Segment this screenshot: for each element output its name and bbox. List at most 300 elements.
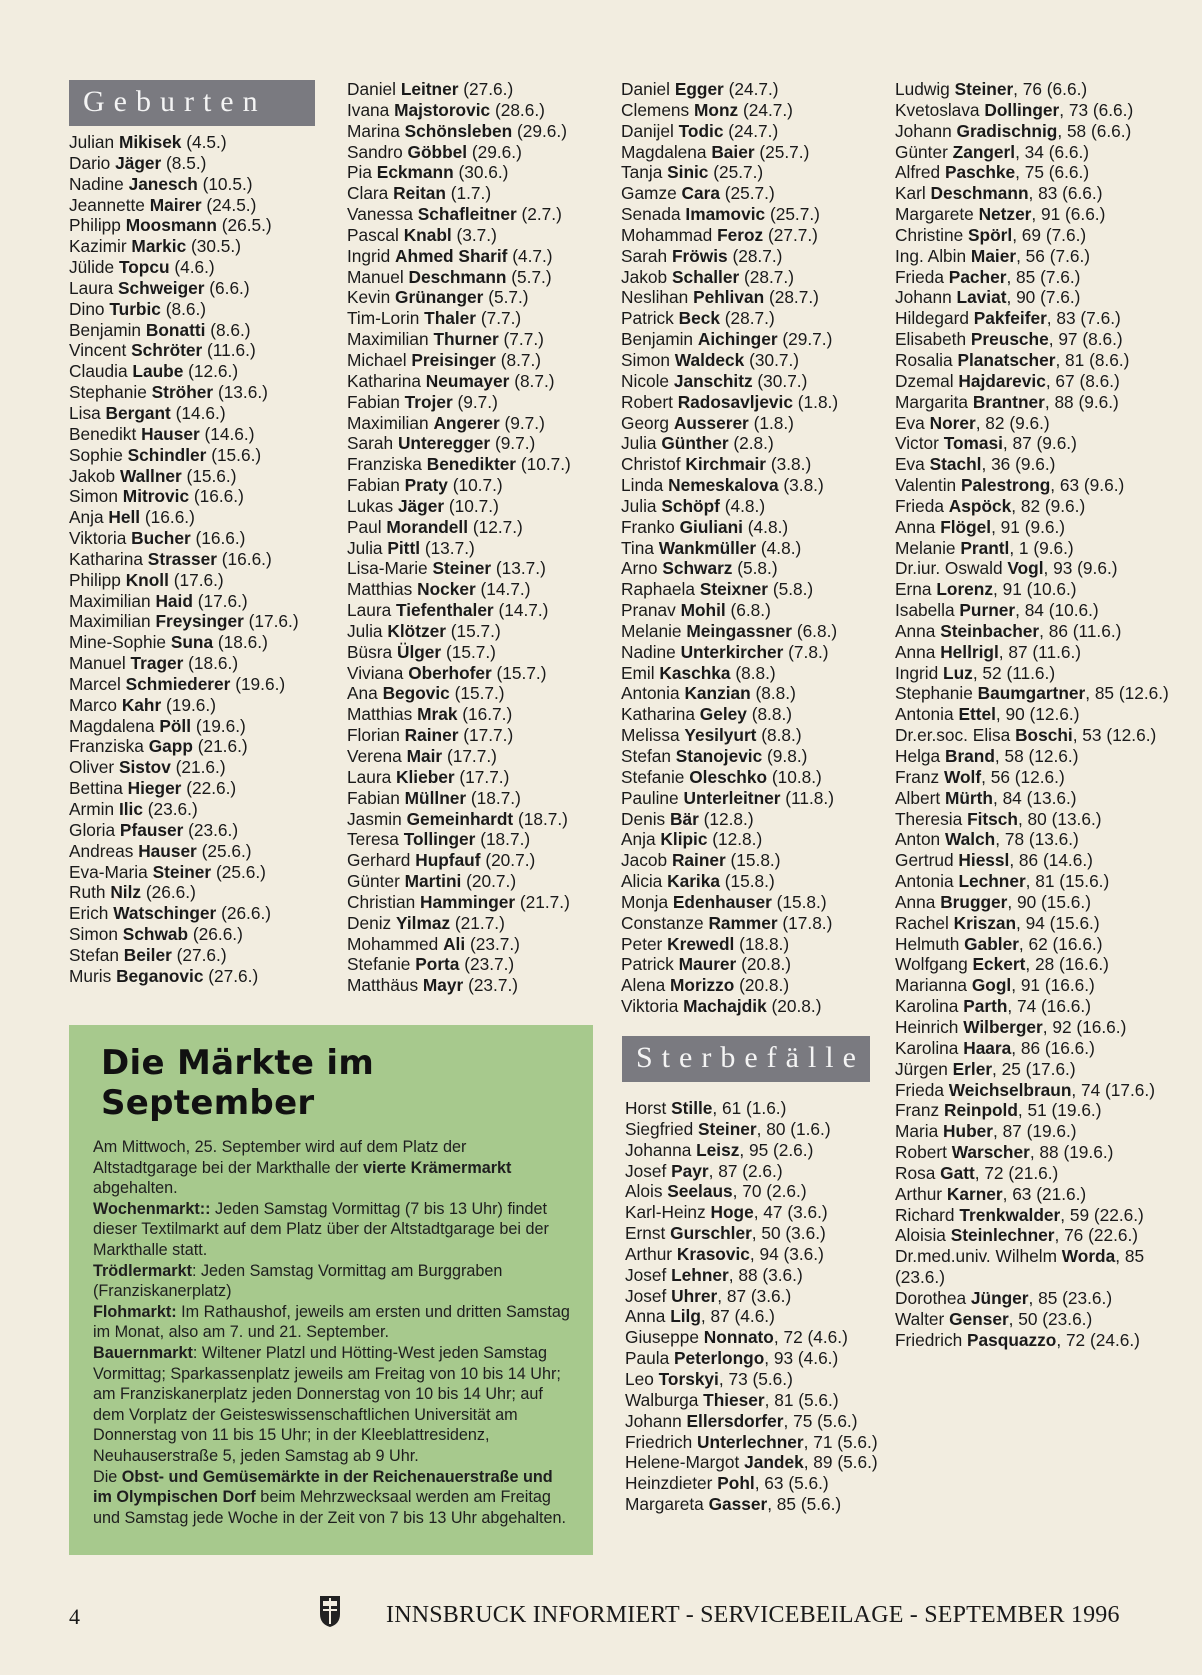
list-entry <box>625 1098 891 1119</box>
list-entry <box>347 413 607 434</box>
entry-detail: (4.7.) <box>512 245 553 266</box>
last-name: Ettel <box>958 704 996 725</box>
last-name: Morandell <box>386 516 469 537</box>
list-entry <box>895 1142 1170 1163</box>
first-name: Dr.iur. Oswald <box>895 558 1003 579</box>
list-entry <box>895 267 1170 288</box>
entry-detail: , 52 (11.6.) <box>972 662 1056 683</box>
entry-detail: (18.6.) <box>217 632 268 653</box>
entry-detail: (14.6.) <box>204 423 255 444</box>
first-name: Stefan <box>69 944 119 965</box>
first-name: Florian <box>347 725 400 746</box>
list-entry <box>621 683 886 704</box>
entry-detail: (25.6.) <box>201 840 252 861</box>
list-entry <box>625 1119 891 1140</box>
entry-detail: (28.6.) <box>494 99 545 120</box>
last-name: Baier <box>711 141 755 162</box>
first-name: Fabian <box>347 475 400 496</box>
entry-detail: (25.6.) <box>215 861 266 882</box>
list-entry <box>347 79 607 100</box>
first-name: Maximilian <box>69 611 151 632</box>
last-name: Walch <box>944 829 996 850</box>
list-entry <box>621 975 886 996</box>
entry-detail: (8.8.) <box>735 662 776 683</box>
last-name: Grünanger <box>395 287 484 308</box>
last-name: Stille <box>671 1098 713 1118</box>
first-name: Deniz <box>347 912 392 933</box>
first-name: Ivana <box>347 99 390 120</box>
first-name: Stephanie <box>69 382 147 403</box>
last-name: Maurer <box>678 954 737 975</box>
entry-detail: (26.6.) <box>221 903 272 924</box>
entry-detail: , 63 (21.6.) <box>1002 1183 1087 1204</box>
entry-detail: , 88 (19.6.) <box>1029 1142 1114 1163</box>
entry-detail: , 87 (3.6.) <box>717 1285 792 1306</box>
entry-detail: , 67 (8.6.) <box>1045 370 1120 391</box>
list-entry <box>347 954 607 975</box>
entry-detail: (9.7.) <box>457 391 498 412</box>
last-name: Göbbel <box>407 141 468 162</box>
list-entry <box>69 591 324 612</box>
entry-detail: (21.7.) <box>519 891 570 912</box>
entry-detail: (5.7.) <box>511 266 552 287</box>
first-name: Julian <box>69 132 115 152</box>
first-name: Tanja <box>621 162 663 183</box>
first-name: Johann <box>895 287 952 308</box>
market-bold: Trödlermarkt <box>93 1261 192 1280</box>
last-name: Strasser <box>147 548 217 569</box>
last-name: Schaller <box>671 266 740 287</box>
entry-detail: (16.6.) <box>144 507 195 528</box>
list-entry <box>69 132 324 153</box>
entry-detail: , 85 (23.6.) <box>1028 1287 1113 1308</box>
market-bold: vierte Krämermarkt <box>362 1158 512 1177</box>
list-entry <box>895 934 1170 955</box>
last-name: Begovic <box>382 683 450 704</box>
list-entry <box>69 361 324 382</box>
list-entry <box>621 413 886 434</box>
entry-detail: , 85 (12.6.) <box>1085 683 1169 704</box>
first-name: Franz <box>895 766 940 787</box>
list-entry <box>895 1184 1170 1205</box>
last-name: Stanojevic <box>675 746 763 766</box>
first-name: Isabella <box>895 600 955 621</box>
list-entry <box>895 996 1170 1017</box>
entry-detail: (11.8.) <box>785 787 834 808</box>
last-name: Fitsch <box>967 808 1018 829</box>
list-entry <box>621 579 886 600</box>
entry-detail: (1.8.) <box>753 412 794 433</box>
entry-detail: , 53 (12.6.) <box>1072 725 1157 746</box>
last-name: Praty <box>404 475 448 496</box>
entry-detail: (24.7.) <box>728 79 779 99</box>
list-entry <box>621 392 886 413</box>
first-name: Helene-Margot <box>625 1452 740 1473</box>
first-name: Aloisia <box>895 1225 946 1246</box>
list-entry <box>621 79 886 100</box>
first-name: Jakob <box>621 266 668 287</box>
list-entry <box>621 267 886 288</box>
entry-detail: , 97 (8.6.) <box>1048 329 1123 350</box>
entry-detail: (30.5.) <box>191 236 241 257</box>
entry-detail: (23.7.) <box>464 954 515 975</box>
first-name: Julia <box>347 537 383 558</box>
list-entry <box>625 1181 891 1202</box>
last-name: Aspöck <box>948 495 1012 516</box>
entry-detail: , 71 (5.6.) <box>803 1431 878 1452</box>
entry-detail: , 50 (23.6.) <box>1008 1308 1093 1329</box>
last-name: Seelaus <box>667 1181 733 1202</box>
entry-detail: (15.6.) <box>211 444 262 465</box>
last-name: Freysinger <box>155 611 244 632</box>
last-name: Bär <box>670 808 699 829</box>
entry-detail: (8.6.) <box>210 319 251 340</box>
list-entry <box>895 642 1170 663</box>
list-entry <box>621 767 886 788</box>
list-entry <box>621 725 886 746</box>
first-name: Nicole <box>621 370 670 391</box>
first-name: Rosalia <box>895 349 953 370</box>
last-name: Sistov <box>118 757 171 778</box>
entry-detail: , 86 (11.6.) <box>1039 620 1122 641</box>
last-name: Hauser <box>141 423 200 444</box>
entry-detail: (19.6.) <box>235 673 286 694</box>
list-entry <box>69 611 324 632</box>
list-entry <box>895 413 1170 434</box>
entry-detail: (21.6.) <box>175 757 226 778</box>
market-paragraph-flohmarkt <box>93 1302 571 1343</box>
list-entry <box>69 195 324 216</box>
last-name: Ellersdorfer <box>686 1410 784 1431</box>
last-name: Hiessl <box>958 850 1010 871</box>
first-name: Pranav <box>621 600 676 621</box>
entry-detail: , 87 (19.6.) <box>992 1121 1077 1142</box>
entry-detail: , 76 (22.6.) <box>1054 1225 1139 1246</box>
first-name: Kazimir <box>69 236 127 257</box>
last-name: Hellrigl <box>940 641 999 662</box>
list-entry <box>895 246 1170 267</box>
entry-detail: (5.8.) <box>772 579 814 600</box>
entry-detail: , 88 (9.6.) <box>1044 391 1119 412</box>
entry-detail: (28.7.) <box>744 266 794 287</box>
entry-detail: (26.6.) <box>192 924 243 945</box>
deaths-section <box>621 1036 891 1515</box>
entry-detail: (4.8.) <box>747 516 789 537</box>
last-name: Yesilyurt <box>684 725 757 746</box>
first-name: Pia <box>347 162 372 183</box>
list-entry <box>621 788 886 809</box>
entry-detail: , 86 (14.6.) <box>1009 850 1093 871</box>
first-name: Lisa-Marie <box>347 558 428 579</box>
list-entry <box>895 1330 1170 1351</box>
first-name: Horst <box>625 1098 667 1118</box>
entry-detail: (30.7.) <box>749 349 800 370</box>
list-entry <box>895 329 1170 350</box>
entry-detail: , 90 (12.6.) <box>995 704 1080 725</box>
entry-detail: , 81 (15.6.) <box>1025 871 1110 892</box>
list-entry <box>621 454 886 475</box>
list-entry <box>347 579 607 600</box>
entry-detail: (17.7.) <box>463 725 514 746</box>
first-name: Victor <box>895 433 939 454</box>
entry-detail: (17.6.) <box>173 569 224 590</box>
entry-detail: (30.7.) <box>757 370 808 391</box>
first-name: Helmuth <box>895 933 960 954</box>
last-name: Deschmann <box>408 266 507 287</box>
last-name: Nemeskalova <box>668 475 779 496</box>
entry-detail: , 94 (3.6.) <box>749 1243 824 1264</box>
first-name: Richard <box>895 1204 955 1225</box>
list-entry <box>347 225 607 246</box>
list-entry <box>625 1473 891 1494</box>
list-entry <box>895 308 1170 329</box>
list-entry <box>895 871 1170 892</box>
first-name: Clara <box>347 183 389 204</box>
entry-detail: (15.6.) <box>186 465 237 486</box>
first-name: Antonia <box>621 683 680 704</box>
first-name: Günter <box>895 141 948 162</box>
first-name: Johanna <box>625 1139 692 1160</box>
last-name: Todic <box>678 120 724 141</box>
last-name: Geley <box>699 704 747 725</box>
list-entry <box>69 736 324 757</box>
entry-detail: , 93 (9.6.) <box>1043 558 1118 579</box>
first-name: Paul <box>347 516 382 537</box>
entry-detail: , 62 (16.6.) <box>1018 933 1103 954</box>
entry-detail: (18.7.) <box>517 808 568 829</box>
first-name: Stefanie <box>347 954 411 975</box>
first-name: Arno <box>621 558 658 579</box>
market-title: Die Märkte im September <box>101 1043 375 1123</box>
entry-detail: (27.6.) <box>176 944 227 965</box>
entry-detail: , 83 (6.6.) <box>1028 183 1103 204</box>
list-entry <box>625 1327 891 1348</box>
first-name: Margarita <box>895 391 968 412</box>
market-bold: Flohmarkt: <box>93 1302 177 1321</box>
first-name: Friedrich <box>625 1431 693 1452</box>
last-name: Janschitz <box>673 370 753 391</box>
list-entry <box>69 486 324 507</box>
publication-title: INNSBRUCK INFORMIERT - SERVICEBEILAGE - SEPTEMBER 1996 <box>386 1602 1120 1628</box>
list-entry <box>69 445 324 466</box>
entry-detail: (15.8.) <box>724 871 775 892</box>
list-entry <box>69 236 324 257</box>
entry-detail: (20.7.) <box>485 850 536 871</box>
entry-detail: , 93 (4.6.) <box>764 1348 839 1369</box>
last-name: Tollinger <box>403 829 476 850</box>
last-name: Hajdarevic <box>958 370 1046 391</box>
list-entry <box>347 287 607 308</box>
entry-detail: , 61 (1.6.) <box>712 1098 787 1118</box>
first-name: Sophie <box>69 444 123 465</box>
list-entry <box>347 496 607 517</box>
births-list-2 <box>347 79 607 996</box>
entry-detail: , 87 (4.6.) <box>700 1306 775 1327</box>
first-name: Vincent <box>69 340 127 361</box>
first-name: Manuel <box>347 266 404 287</box>
entry-detail: (24.7.) <box>742 99 793 120</box>
first-name: Gamze <box>621 183 677 204</box>
list-entry <box>69 757 324 778</box>
list-entry <box>895 1288 1170 1309</box>
entry-detail: (23.7.) <box>469 933 520 954</box>
list-entry <box>69 966 324 987</box>
list-entry <box>895 558 1170 579</box>
first-name: Anna <box>895 891 936 912</box>
first-name: Constanze <box>621 912 704 933</box>
entry-detail: (5.7.) <box>488 287 529 308</box>
list-entry <box>347 267 607 288</box>
last-name: Deschmann <box>930 183 1029 204</box>
first-name: Manuel <box>69 653 126 674</box>
entry-detail: (22.6.) <box>186 778 237 799</box>
last-name: Wankmüller <box>658 537 757 558</box>
last-name: Watschinger <box>113 903 217 924</box>
list-entry <box>347 100 607 121</box>
first-name: Mohammed <box>347 933 439 954</box>
last-name: Ali <box>443 933 466 954</box>
entry-detail: (14.6.) <box>175 402 226 423</box>
last-name: Beck <box>678 308 720 329</box>
last-name: Luz <box>943 662 973 683</box>
first-name: Frieda <box>895 495 944 516</box>
entry-detail: (7.7.) <box>480 308 522 329</box>
first-name: Christian <box>347 891 416 912</box>
list-entry <box>621 246 886 267</box>
last-name: Ströher <box>151 382 214 403</box>
first-name: Julia <box>621 495 657 516</box>
entry-detail: , 87 (9.6.) <box>1002 433 1077 454</box>
list-entry <box>621 996 886 1017</box>
list-entry <box>621 829 886 850</box>
first-name: Benjamin <box>621 329 694 350</box>
list-entry <box>625 1348 891 1369</box>
first-name: Philipp <box>69 215 121 236</box>
first-name: Jeannette <box>69 194 145 215</box>
last-name: Moosmann <box>125 215 217 236</box>
entry-detail: (8.5.) <box>166 152 207 173</box>
list-entry <box>625 1223 891 1244</box>
first-name: Fabian <box>347 787 400 808</box>
first-name: Katharina <box>347 370 421 391</box>
list-entry <box>621 621 886 642</box>
first-name: Maximilian <box>69 590 151 611</box>
last-name: Wolf <box>944 766 982 787</box>
list-entry <box>895 1309 1170 1330</box>
entry-detail: , 92 (16.6.) <box>1042 1016 1127 1037</box>
first-name: Melanie <box>895 537 956 558</box>
first-name: Friedrich <box>895 1329 963 1350</box>
first-name: Dr.er.soc. Elisa <box>895 725 1011 746</box>
first-name: Laura <box>347 766 392 787</box>
list-entry <box>895 892 1170 913</box>
list-entry <box>895 1225 1170 1246</box>
last-name: Majstorovic <box>394 99 491 120</box>
list-entry <box>69 299 324 320</box>
last-name: Flögel <box>940 516 992 537</box>
first-name: Katharina <box>69 548 143 569</box>
entry-detail: (16.6.) <box>193 486 244 507</box>
first-name: Simon <box>69 924 118 945</box>
entry-detail: (17.7.) <box>446 746 497 766</box>
first-name: Karl <box>895 183 926 204</box>
first-name: Neslihan <box>621 287 689 308</box>
market-bold: Obst- und Gemüsemärkte in der Reichenauerstraße und im Olympischen Dorf <box>93 1467 553 1507</box>
first-name: Matthäus <box>347 975 419 996</box>
first-name: Rosa <box>895 1162 936 1183</box>
last-name: Ausserer <box>673 412 749 433</box>
list-entry <box>895 142 1170 163</box>
entry-detail: , 72 (21.6.) <box>974 1162 1059 1183</box>
last-name: Steiner <box>698 1118 757 1139</box>
first-name: Elisabeth <box>895 329 967 350</box>
last-name: Unterleitner <box>683 787 781 808</box>
first-name: Maria <box>895 1121 939 1142</box>
last-name: Norer <box>929 412 976 433</box>
first-name: Melanie <box>621 620 682 641</box>
births-list-3 <box>621 79 886 1017</box>
list-entry <box>621 287 886 308</box>
list-entry <box>347 642 607 663</box>
list-entry <box>347 183 607 204</box>
list-entry <box>895 1246 1170 1288</box>
last-name: Hieger <box>127 778 182 799</box>
entry-detail: (15.7.) <box>496 662 547 683</box>
entry-detail: , 51 (19.6.) <box>1017 1100 1102 1121</box>
last-name: Benedikter <box>426 454 517 475</box>
entry-detail: (15.7.) <box>450 620 501 641</box>
entry-detail: (13.7.) <box>495 558 546 579</box>
list-entry <box>69 466 324 487</box>
last-name: Wilberger <box>963 1016 1043 1037</box>
first-name: Anna <box>895 516 936 537</box>
list-entry <box>347 767 607 788</box>
first-name: Heinzdieter <box>625 1473 713 1494</box>
last-name: Maier <box>970 245 1017 266</box>
entry-detail: (29.6.) <box>471 141 522 162</box>
last-name: Eckert <box>972 954 1026 975</box>
last-name: Reinpold <box>944 1100 1018 1121</box>
first-name: Ruth <box>69 882 106 903</box>
entry-detail: (30.6.) <box>458 162 509 183</box>
entry-detail: (19.6.) <box>166 694 216 715</box>
entry-detail: , 47 (3.6.) <box>753 1202 828 1223</box>
first-name: Mine-Sophie <box>69 632 167 653</box>
last-name: Laviat <box>956 287 1007 308</box>
list-entry <box>621 558 886 579</box>
entry-detail: (16.6.) <box>221 548 272 569</box>
first-name: Sarah <box>621 245 668 266</box>
first-name: Frieda <box>895 266 944 287</box>
last-name: Karika <box>667 871 720 892</box>
entry-detail: (28.7.) <box>768 287 819 308</box>
first-name: Heinrich <box>895 1016 959 1037</box>
entry-detail: (29.6.) <box>517 120 567 141</box>
entry-detail: , 87 (2.6.) <box>708 1160 783 1181</box>
entry-detail: (23.6.) <box>147 799 198 819</box>
list-entry <box>895 162 1170 183</box>
first-name: Patrick <box>621 954 674 975</box>
entry-detail: , 72 (4.6.) <box>773 1327 848 1348</box>
market-bold: Bauernmarkt <box>93 1343 193 1362</box>
last-name: Hell <box>108 507 141 528</box>
last-name: Krasovic <box>676 1243 750 1264</box>
first-name: Pauline <box>621 787 679 808</box>
entry-detail: (10.7.) <box>448 495 499 516</box>
last-name: Machajdik <box>683 996 767 1017</box>
list-entry <box>69 320 324 341</box>
entry-detail: (12.8.) <box>712 829 763 850</box>
